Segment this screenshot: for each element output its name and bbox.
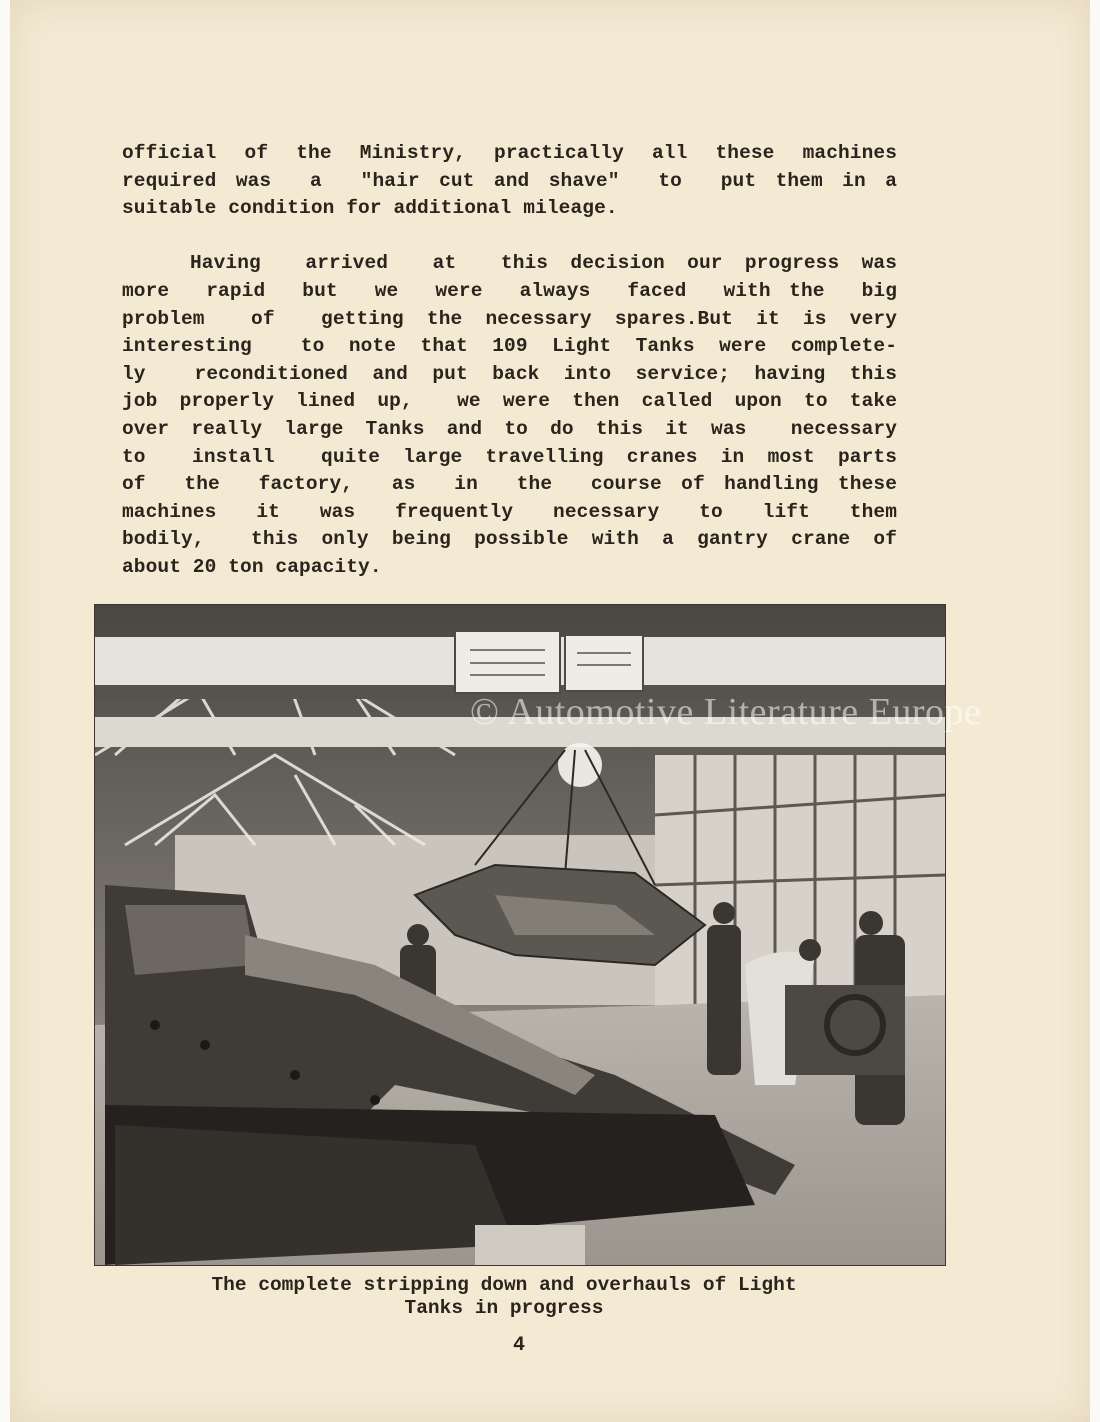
text-line: over really large Tanks and to do this it was necessary [122, 417, 897, 440]
caption-line: The complete stripping down and overhauls of Light [211, 1274, 797, 1296]
text-line: Having arrived at this decision our progress was [190, 252, 897, 275]
page-margin [0, 0, 10, 1422]
text-line: ly reconditioned and put back into service; having this [122, 362, 897, 385]
page-number: 4 [512, 1334, 525, 1357]
text-line: of the factory, as in the course of handling these [122, 473, 897, 496]
text-line: about 20 ton capacity. [122, 555, 382, 578]
text-line: machines it was frequently necessary to lift them [122, 500, 897, 523]
body-text [122, 140, 897, 582]
text-line: job properly lined up, we were then called upon to take [122, 390, 897, 413]
watermark: © Automotive Literature Europe [470, 691, 982, 733]
photo-caption [94, 1274, 914, 1320]
caption-line: Tanks in progress [404, 1297, 604, 1319]
text-line: required was a "hair cut and shave" to put them in a [122, 169, 897, 192]
text-line: suitable condition for additional mileage. [122, 197, 618, 220]
text-line: bodily, this only being possible with a gantry crane of [122, 528, 897, 551]
text-line: official of the Ministry, practically all these machines [122, 142, 897, 164]
text-line: problem of getting the necessary spares.But it is very [122, 307, 897, 330]
paragraph-gap [122, 223, 897, 251]
text-line: to install quite large travelling cranes in most parts [122, 445, 897, 468]
text-line: more rapid but we were always faced with the big [122, 279, 897, 302]
text-line: interesting to note that 109 Light Tanks were complete- [122, 335, 897, 358]
